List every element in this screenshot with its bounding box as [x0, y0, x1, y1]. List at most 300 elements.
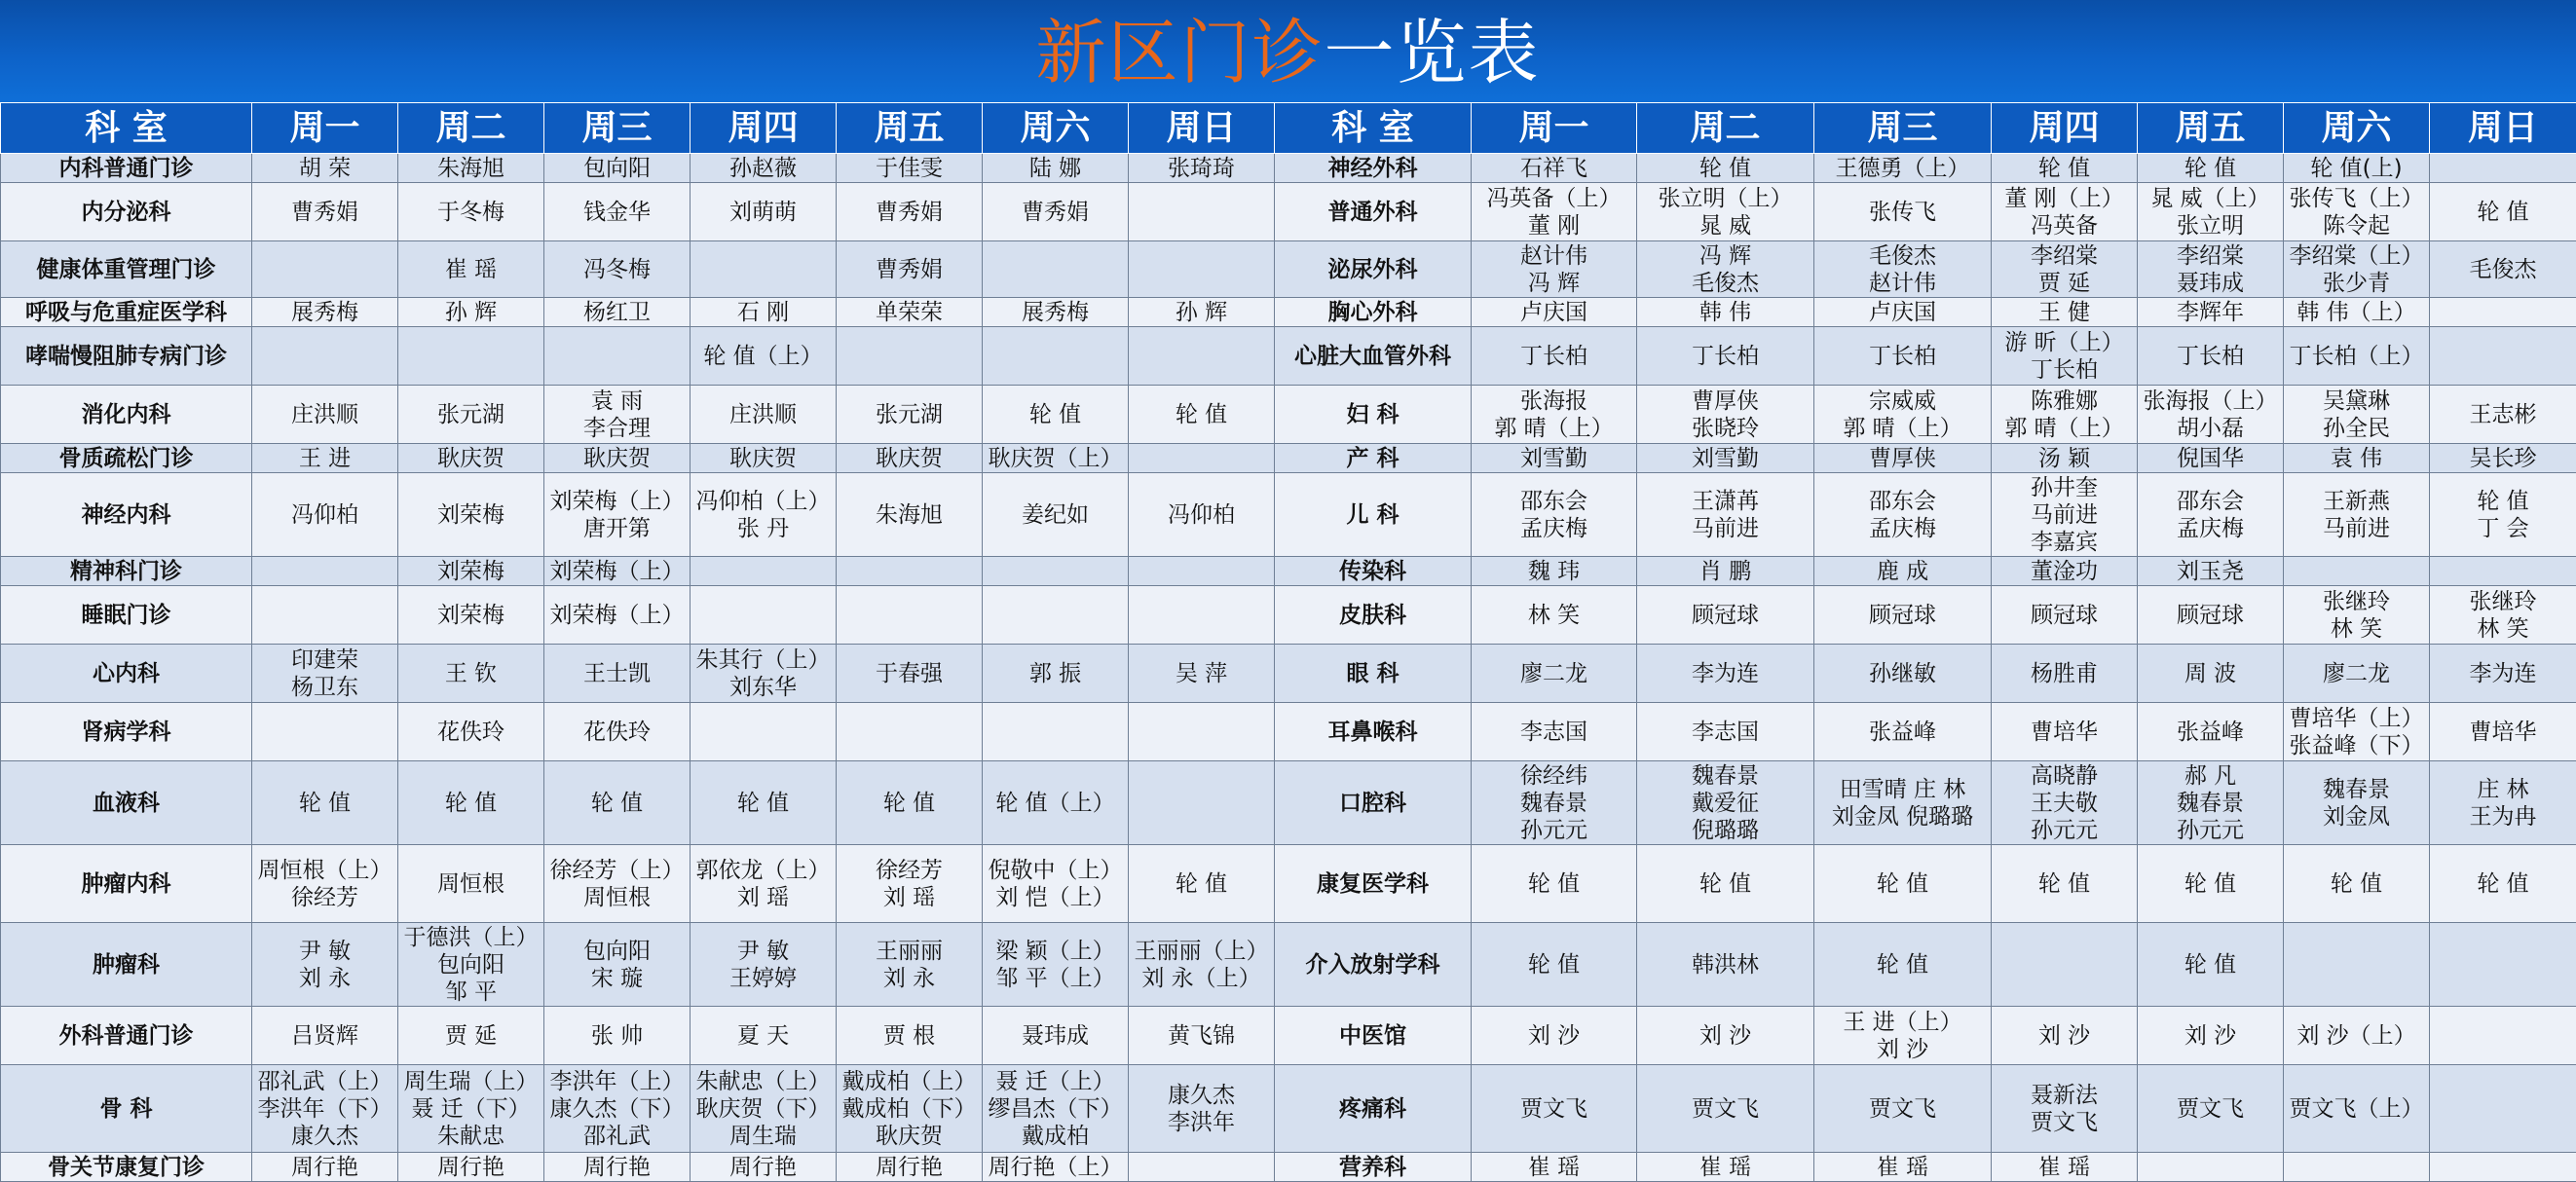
- doctor-cell: [2284, 1153, 2430, 1182]
- doctor-cell: [1129, 327, 1275, 386]
- header-row: [1, 103, 2576, 154]
- doctor-cell: 胡 荣: [252, 154, 398, 183]
- table-row: [1, 586, 2576, 645]
- doctor-cell: 李为连: [2430, 645, 2576, 703]
- cell-line: 耿庆贺（下）: [691, 1095, 836, 1123]
- cell-line: 毛俊杰: [1637, 270, 1813, 297]
- cell-line: 胡小磊: [2138, 415, 2283, 442]
- column-header-day: 周六: [983, 103, 1129, 154]
- cell-line: 田雪晴 庄 林: [1814, 776, 1991, 803]
- doctor-cell: 崔 瑶: [1814, 1153, 1992, 1182]
- doctor-cell: 王 健: [1992, 298, 2138, 327]
- cell-line: 赵计伟: [1814, 270, 1991, 297]
- cell-line: 包向阳: [398, 951, 543, 979]
- column-header-day: 周日: [2430, 103, 2576, 154]
- doctor-cell: [1472, 473, 1637, 557]
- doctor-cell: [2284, 586, 2430, 645]
- department-cell: 肾病学科: [1, 703, 252, 761]
- doctor-cell: 夏 天: [691, 1007, 837, 1065]
- cell-line: 唐开第: [544, 515, 690, 542]
- doctor-cell: 于春强: [837, 645, 983, 703]
- doctor-cell: [1992, 327, 2138, 386]
- doctor-cell: 曹培华: [2430, 703, 2576, 761]
- cell-line: 刘东华: [691, 674, 836, 701]
- doctor-cell: 朱海旭: [398, 154, 544, 183]
- doctor-cell: [252, 1065, 398, 1153]
- doctor-cell: 顾冠球: [1814, 586, 1992, 645]
- cell-line: 倪璐璐: [1637, 817, 1813, 844]
- cell-line: 孟庆梅: [1472, 515, 1636, 542]
- doctor-cell: 花佚玲: [398, 703, 544, 761]
- doctor-cell: 张琦琦: [1129, 154, 1275, 183]
- doctor-cell: 张益峰: [2138, 703, 2284, 761]
- doctor-cell: 曹秀娟: [983, 183, 1129, 241]
- cell-line: 王夫敬: [1992, 790, 2137, 817]
- cell-line: 孙元元: [1472, 817, 1636, 844]
- doctor-cell: [1814, 241, 1992, 298]
- doctor-cell: 李为连: [1637, 645, 1814, 703]
- doctor-cell: [1992, 923, 2138, 1007]
- cell-line: 戴成柏（上）: [837, 1068, 982, 1095]
- doctor-cell: 吴 萍: [1129, 645, 1275, 703]
- doctor-cell: 轮 值: [983, 386, 1129, 444]
- department-cell: 神经外科: [1275, 154, 1472, 183]
- cell-line: 聂新法: [1992, 1082, 2137, 1109]
- doctor-cell: 倪国华: [2138, 444, 2284, 473]
- doctor-cell: [1129, 557, 1275, 586]
- doctor-cell: 林 笑: [1472, 586, 1637, 645]
- doctor-cell: [1129, 1153, 1275, 1182]
- doctor-cell: [252, 327, 398, 386]
- doctor-cell: [691, 645, 837, 703]
- column-header-day: 周日: [1129, 103, 1275, 154]
- doctor-cell: 刘玉尧: [2138, 557, 2284, 586]
- doctor-cell: 刘荣梅: [398, 586, 544, 645]
- cell-line: 刘金凤 倪璐璐: [1814, 803, 1991, 831]
- cell-line: 宋 璇: [544, 965, 690, 992]
- department-cell: 儿 科: [1275, 473, 1472, 557]
- table-row: [1, 645, 2576, 703]
- doctor-cell: 石祥飞: [1472, 154, 1637, 183]
- doctor-cell: 贾文飞: [2138, 1065, 2284, 1153]
- cell-line: 耿庆贺: [837, 1123, 982, 1150]
- doctor-cell: [1637, 386, 1814, 444]
- doctor-cell: 轮 值: [544, 761, 691, 845]
- cell-line: 张益峰（下）: [2284, 732, 2429, 759]
- doctor-cell: 王志彬: [2430, 386, 2576, 444]
- column-header-day: 周二: [1637, 103, 1814, 154]
- doctor-cell: [2430, 1153, 2576, 1182]
- department-cell: 耳鼻喉科: [1275, 703, 1472, 761]
- doctor-cell: 刘 沙: [1637, 1007, 1814, 1065]
- doctor-cell: [691, 473, 837, 557]
- doctor-cell: 崔 瑶: [1992, 1153, 2138, 1182]
- doctor-cell: 轮 值: [398, 761, 544, 845]
- doctor-cell: 庄洪顺: [691, 386, 837, 444]
- doctor-cell: [2284, 557, 2430, 586]
- doctor-cell: [691, 1065, 837, 1153]
- doctor-cell: [983, 923, 1129, 1007]
- doctor-cell: [252, 923, 398, 1007]
- table-row: [1, 473, 2576, 557]
- doctor-cell: 周行艳: [691, 1153, 837, 1182]
- doctor-cell: 曹厚侠: [1814, 444, 1992, 473]
- cell-line: 郭 晴（上）: [1814, 415, 1991, 442]
- doctor-cell: 廖二龙: [1472, 645, 1637, 703]
- doctor-cell: [983, 586, 1129, 645]
- doctor-cell: [837, 586, 983, 645]
- column-header-day: 周一: [252, 103, 398, 154]
- department-cell: 消化内科: [1, 386, 252, 444]
- doctor-cell: [1814, 1007, 1992, 1065]
- schedule-table: [0, 102, 2576, 1182]
- doctor-cell: 肖 鹏: [1637, 557, 1814, 586]
- cell-line: 王 进（上）: [1814, 1009, 1991, 1036]
- cell-line: 徐经纬: [1472, 762, 1636, 790]
- department-cell: 精神科门诊: [1, 557, 252, 586]
- cell-line: 徐经芳: [252, 884, 397, 911]
- doctor-cell: [398, 1065, 544, 1153]
- cell-line: 朱献忠（上）: [691, 1068, 836, 1095]
- doctor-cell: 包向阳: [544, 154, 691, 183]
- cell-line: 刘 瑶: [691, 884, 836, 911]
- doctor-cell: [691, 845, 837, 923]
- doctor-cell: 朱海旭: [837, 473, 983, 557]
- doctor-cell: [2138, 183, 2284, 241]
- doctor-cell: 轮 值: [1637, 154, 1814, 183]
- department-cell: 睡眠门诊: [1, 586, 252, 645]
- cell-line: 冯英备: [1992, 212, 2137, 240]
- doctor-cell: [1992, 183, 2138, 241]
- doctor-cell: [2138, 386, 2284, 444]
- department-cell: 骨关节康复门诊: [1, 1153, 252, 1182]
- cell-line: 周恒根（上）: [252, 857, 397, 884]
- department-cell: 心脏大血管外科: [1275, 327, 1472, 386]
- cell-line: 孟庆梅: [1814, 515, 1991, 542]
- doctor-cell: 崔 瑶: [1637, 1153, 1814, 1182]
- column-header-department: 科 室: [1275, 103, 1472, 154]
- doctor-cell: 王士凯: [544, 645, 691, 703]
- cell-line: 张继玲: [2430, 588, 2576, 615]
- doctor-cell: 张传飞: [1814, 183, 1992, 241]
- doctor-cell: 顾冠球: [1992, 586, 2138, 645]
- cell-line: 康久杰（下）: [544, 1095, 690, 1123]
- cell-line: 孙全民: [2284, 415, 2429, 442]
- department-cell: 泌尿外科: [1275, 241, 1472, 298]
- cell-line: 马前进: [1992, 501, 2137, 529]
- cell-line: 邵礼武: [544, 1123, 690, 1150]
- doctor-cell: 刘荣梅: [398, 557, 544, 586]
- cell-line: 王丽丽: [837, 938, 982, 965]
- doctor-cell: 轮 值: [1814, 845, 1992, 923]
- doctor-cell: 周行艳: [252, 1153, 398, 1182]
- department-cell: 康复医学科: [1275, 845, 1472, 923]
- table-row: [1, 923, 2576, 1007]
- cell-line: 李绍棠（上）: [2284, 242, 2429, 270]
- doctor-cell: [2284, 386, 2430, 444]
- doctor-cell: [837, 845, 983, 923]
- column-header-day: 周四: [691, 103, 837, 154]
- doctor-cell: 刘荣梅（上）: [544, 557, 691, 586]
- doctor-cell: [2284, 473, 2430, 557]
- doctor-cell: 轮 值(上): [2284, 154, 2430, 183]
- doctor-cell: 耿庆贺: [837, 444, 983, 473]
- doctor-cell: 展秀梅: [983, 298, 1129, 327]
- doctor-cell: [1129, 586, 1275, 645]
- cell-line: 孙元元: [2138, 817, 2283, 844]
- cell-line: 邹 平: [398, 979, 543, 1006]
- doctor-cell: 贾 延: [398, 1007, 544, 1065]
- doctor-cell: 轮 值: [2430, 845, 2576, 923]
- table-body: [1, 154, 2576, 1182]
- department-cell: 口腔科: [1275, 761, 1472, 845]
- doctor-cell: [1992, 386, 2138, 444]
- doctor-cell: 杨胜甫: [1992, 645, 2138, 703]
- cell-line: 李洪年（上）: [544, 1068, 690, 1095]
- doctor-cell: 轮 值: [2284, 845, 2430, 923]
- doctor-cell: 冯仰柏: [252, 473, 398, 557]
- cell-line: 冯英备（上）: [1472, 185, 1636, 212]
- doctor-cell: 李志国: [1637, 703, 1814, 761]
- cell-line: 游 昕（上）: [1992, 329, 2137, 356]
- doctor-cell: 王 钦: [398, 645, 544, 703]
- cell-line: 王为冉: [2430, 803, 2576, 831]
- cell-line: 丁长柏: [1992, 356, 2137, 384]
- doctor-cell: [983, 241, 1129, 298]
- table-row: [1, 1007, 2576, 1065]
- cell-line: 杨卫东: [252, 674, 397, 701]
- doctor-cell: 周行艳: [544, 1153, 691, 1182]
- doctor-cell: [252, 557, 398, 586]
- doctor-cell: 耿庆贺: [691, 444, 837, 473]
- cell-line: 李合理: [544, 415, 690, 442]
- doctor-cell: [1129, 703, 1275, 761]
- doctor-cell: 丁长柏（上）: [2284, 327, 2430, 386]
- doctor-cell: 韩洪林: [1637, 923, 1814, 1007]
- doctor-cell: [1472, 761, 1637, 845]
- cell-line: 于德洪（上）: [398, 924, 543, 951]
- cell-line: 倪敬中（上）: [983, 857, 1128, 884]
- cell-line: 曹培华（上）: [2284, 705, 2429, 732]
- doctor-cell: 耿庆贺: [544, 444, 691, 473]
- department-cell: 内科普通门诊: [1, 154, 252, 183]
- department-cell: 眼 科: [1275, 645, 1472, 703]
- cell-line: 郭依龙（上）: [691, 857, 836, 884]
- cell-line: 朱献忠: [398, 1123, 543, 1150]
- doctor-cell: 张 帅: [544, 1007, 691, 1065]
- doctor-cell: 轮 值: [252, 761, 398, 845]
- doctor-cell: [2138, 473, 2284, 557]
- doctor-cell: 魏 玮: [1472, 557, 1637, 586]
- doctor-cell: 曹秀娟: [837, 183, 983, 241]
- doctor-cell: 刘 沙: [1992, 1007, 2138, 1065]
- doctor-cell: [1992, 761, 2138, 845]
- doctor-cell: 姜纪如: [983, 473, 1129, 557]
- cell-line: 王新燕: [2284, 488, 2429, 515]
- cell-line: 尹 敏: [691, 938, 836, 965]
- doctor-cell: [691, 241, 837, 298]
- table-row: [1, 1153, 2576, 1182]
- doctor-cell: [2284, 761, 2430, 845]
- doctor-cell: [1814, 761, 1992, 845]
- doctor-cell: 石 刚: [691, 298, 837, 327]
- doctor-cell: 轮 值: [2138, 154, 2284, 183]
- doctor-cell: [983, 327, 1129, 386]
- cell-line: 朱其行（上）: [691, 646, 836, 674]
- cell-line: 毛俊杰: [1814, 242, 1991, 270]
- doctor-cell: [544, 386, 691, 444]
- doctor-cell: [837, 923, 983, 1007]
- doctor-cell: 韩 伟: [1637, 298, 1814, 327]
- cell-line: 邵东会: [1472, 488, 1636, 515]
- doctor-cell: [1472, 183, 1637, 241]
- doctor-cell: 庄洪顺: [252, 386, 398, 444]
- cell-line: 贾文飞: [1992, 1109, 2137, 1136]
- department-cell: 肿瘤内科: [1, 845, 252, 923]
- cell-line: 刘 永: [252, 965, 397, 992]
- doctor-cell: 刘荣梅（上）: [544, 586, 691, 645]
- doctor-cell: 黄飞锦: [1129, 1007, 1275, 1065]
- cell-line: 董 刚: [1472, 212, 1636, 240]
- doctor-cell: 展秀梅: [252, 298, 398, 327]
- doctor-cell: 董淦功: [1992, 557, 2138, 586]
- table-row: [1, 386, 2576, 444]
- doctor-cell: [2284, 923, 2430, 1007]
- doctor-cell: 轮 值: [1637, 845, 1814, 923]
- doctor-cell: [837, 327, 983, 386]
- doctor-cell: 袁 伟: [2284, 444, 2430, 473]
- doctor-cell: [1637, 473, 1814, 557]
- doctor-cell: [398, 327, 544, 386]
- doctor-cell: [691, 586, 837, 645]
- doctor-cell: [837, 1065, 983, 1153]
- cell-line: 郝 凡: [2138, 762, 2283, 790]
- doctor-cell: 轮 值: [2138, 845, 2284, 923]
- cell-line: 袁 雨: [544, 388, 690, 415]
- cell-line: 陈雅娜: [1992, 388, 2137, 415]
- doctor-cell: 刘 沙: [2138, 1007, 2284, 1065]
- doctor-cell: 刘雪勤: [1637, 444, 1814, 473]
- table-row: [1, 703, 2576, 761]
- doctor-cell: 冯仰柏: [1129, 473, 1275, 557]
- doctor-cell: 轮 值: [2138, 923, 2284, 1007]
- doctor-cell: [2430, 1065, 2576, 1153]
- cell-line: 张海报（上）: [2138, 388, 2283, 415]
- doctor-cell: 孙赵薇: [691, 154, 837, 183]
- doctor-cell: 耿庆贺（上）: [983, 444, 1129, 473]
- cell-line: 曹厚侠: [1637, 388, 1813, 415]
- cell-line: 刘 瑶: [837, 884, 982, 911]
- cell-line: 张少青: [2284, 270, 2429, 297]
- doctor-cell: 鹿 成: [1814, 557, 1992, 586]
- doctor-cell: 周 波: [2138, 645, 2284, 703]
- cell-line: 刘金凤: [2284, 803, 2429, 831]
- doctor-cell: 刘荣梅: [398, 473, 544, 557]
- column-header-day: 周三: [1814, 103, 1992, 154]
- doctor-cell: 丁长柏: [1637, 327, 1814, 386]
- table-row: [1, 761, 2576, 845]
- department-cell: 妇 科: [1275, 386, 1472, 444]
- doctor-cell: [252, 241, 398, 298]
- doctor-cell: 刘 沙（上）: [2284, 1007, 2430, 1065]
- doctor-cell: [2138, 1153, 2284, 1182]
- cell-line: 孙元元: [1992, 817, 2137, 844]
- doctor-cell: 韩 伟（上）: [2284, 298, 2430, 327]
- department-cell: 介入放射学科: [1275, 923, 1472, 1007]
- doctor-cell: [691, 703, 837, 761]
- doctor-cell: 轮 值: [1472, 845, 1637, 923]
- doctor-cell: 贾文飞（上）: [2284, 1065, 2430, 1153]
- doctor-cell: [1129, 241, 1275, 298]
- doctor-cell: 贾 根: [837, 1007, 983, 1065]
- cell-line: 刘 恺（上）: [983, 884, 1128, 911]
- doctor-cell: [983, 557, 1129, 586]
- cell-line: 缪昌杰（下）: [983, 1095, 1128, 1123]
- table-row: [1, 557, 2576, 586]
- table-row: [1, 444, 2576, 473]
- doctor-cell: 于佳雯: [837, 154, 983, 183]
- doctor-cell: 周行艳（上）: [983, 1153, 1129, 1182]
- doctor-cell: 毛俊杰: [2430, 241, 2576, 298]
- doctor-cell: 吕贤辉: [252, 1007, 398, 1065]
- doctor-cell: 耿庆贺: [398, 444, 544, 473]
- doctor-cell: 钱金华: [544, 183, 691, 241]
- doctor-cell: [252, 845, 398, 923]
- cell-line: 魏春景: [2138, 790, 2283, 817]
- doctor-cell: [1637, 761, 1814, 845]
- doctor-cell: [252, 645, 398, 703]
- cell-line: 张晓玲: [1637, 415, 1813, 442]
- cell-line: 张海报: [1472, 388, 1636, 415]
- cell-line: 包向阳: [544, 938, 690, 965]
- cell-line: 庄 林: [2430, 776, 2576, 803]
- cell-line: 马前进: [2284, 515, 2429, 542]
- table-row: [1, 1065, 2576, 1153]
- department-cell: 哮喘慢阻肺专病门诊: [1, 327, 252, 386]
- doctor-cell: [1472, 386, 1637, 444]
- cell-line: 张传飞（上）: [2284, 185, 2429, 212]
- cell-line: 孟庆梅: [2138, 515, 2283, 542]
- doctor-cell: [544, 845, 691, 923]
- doctor-cell: 轮 值: [1129, 386, 1275, 444]
- doctor-cell: 花佚玲: [544, 703, 691, 761]
- doctor-cell: 卢庆国: [1472, 298, 1637, 327]
- doctor-cell: 崔 瑶: [398, 241, 544, 298]
- doctor-cell: 丁长柏: [1472, 327, 1637, 386]
- doctor-cell: 王德勇（上）: [1814, 154, 1992, 183]
- column-header-day: 周二: [398, 103, 544, 154]
- doctor-cell: 曹秀娟: [837, 241, 983, 298]
- cell-line: 高晓静: [1992, 762, 2137, 790]
- doctor-cell: [1129, 1065, 1275, 1153]
- doctor-cell: 贾文飞: [1814, 1065, 1992, 1153]
- doctor-cell: 轮 值（上）: [691, 327, 837, 386]
- doctor-cell: 张益峰: [1814, 703, 1992, 761]
- cell-line: 李洪年: [1129, 1109, 1274, 1136]
- table-row: [1, 298, 2576, 327]
- column-header-day: 周五: [837, 103, 983, 154]
- doctor-cell: 轮 值: [1129, 845, 1275, 923]
- department-cell: 中医馆: [1275, 1007, 1472, 1065]
- doctor-cell: 刘 沙: [1472, 1007, 1637, 1065]
- cell-line: 邵礼武（上）: [252, 1068, 397, 1095]
- doctor-cell: [983, 703, 1129, 761]
- doctor-cell: 王 进: [252, 444, 398, 473]
- doctor-cell: [2430, 557, 2576, 586]
- doctor-cell: [2284, 183, 2430, 241]
- doctor-cell: 轮 值: [837, 761, 983, 845]
- doctor-cell: [1129, 761, 1275, 845]
